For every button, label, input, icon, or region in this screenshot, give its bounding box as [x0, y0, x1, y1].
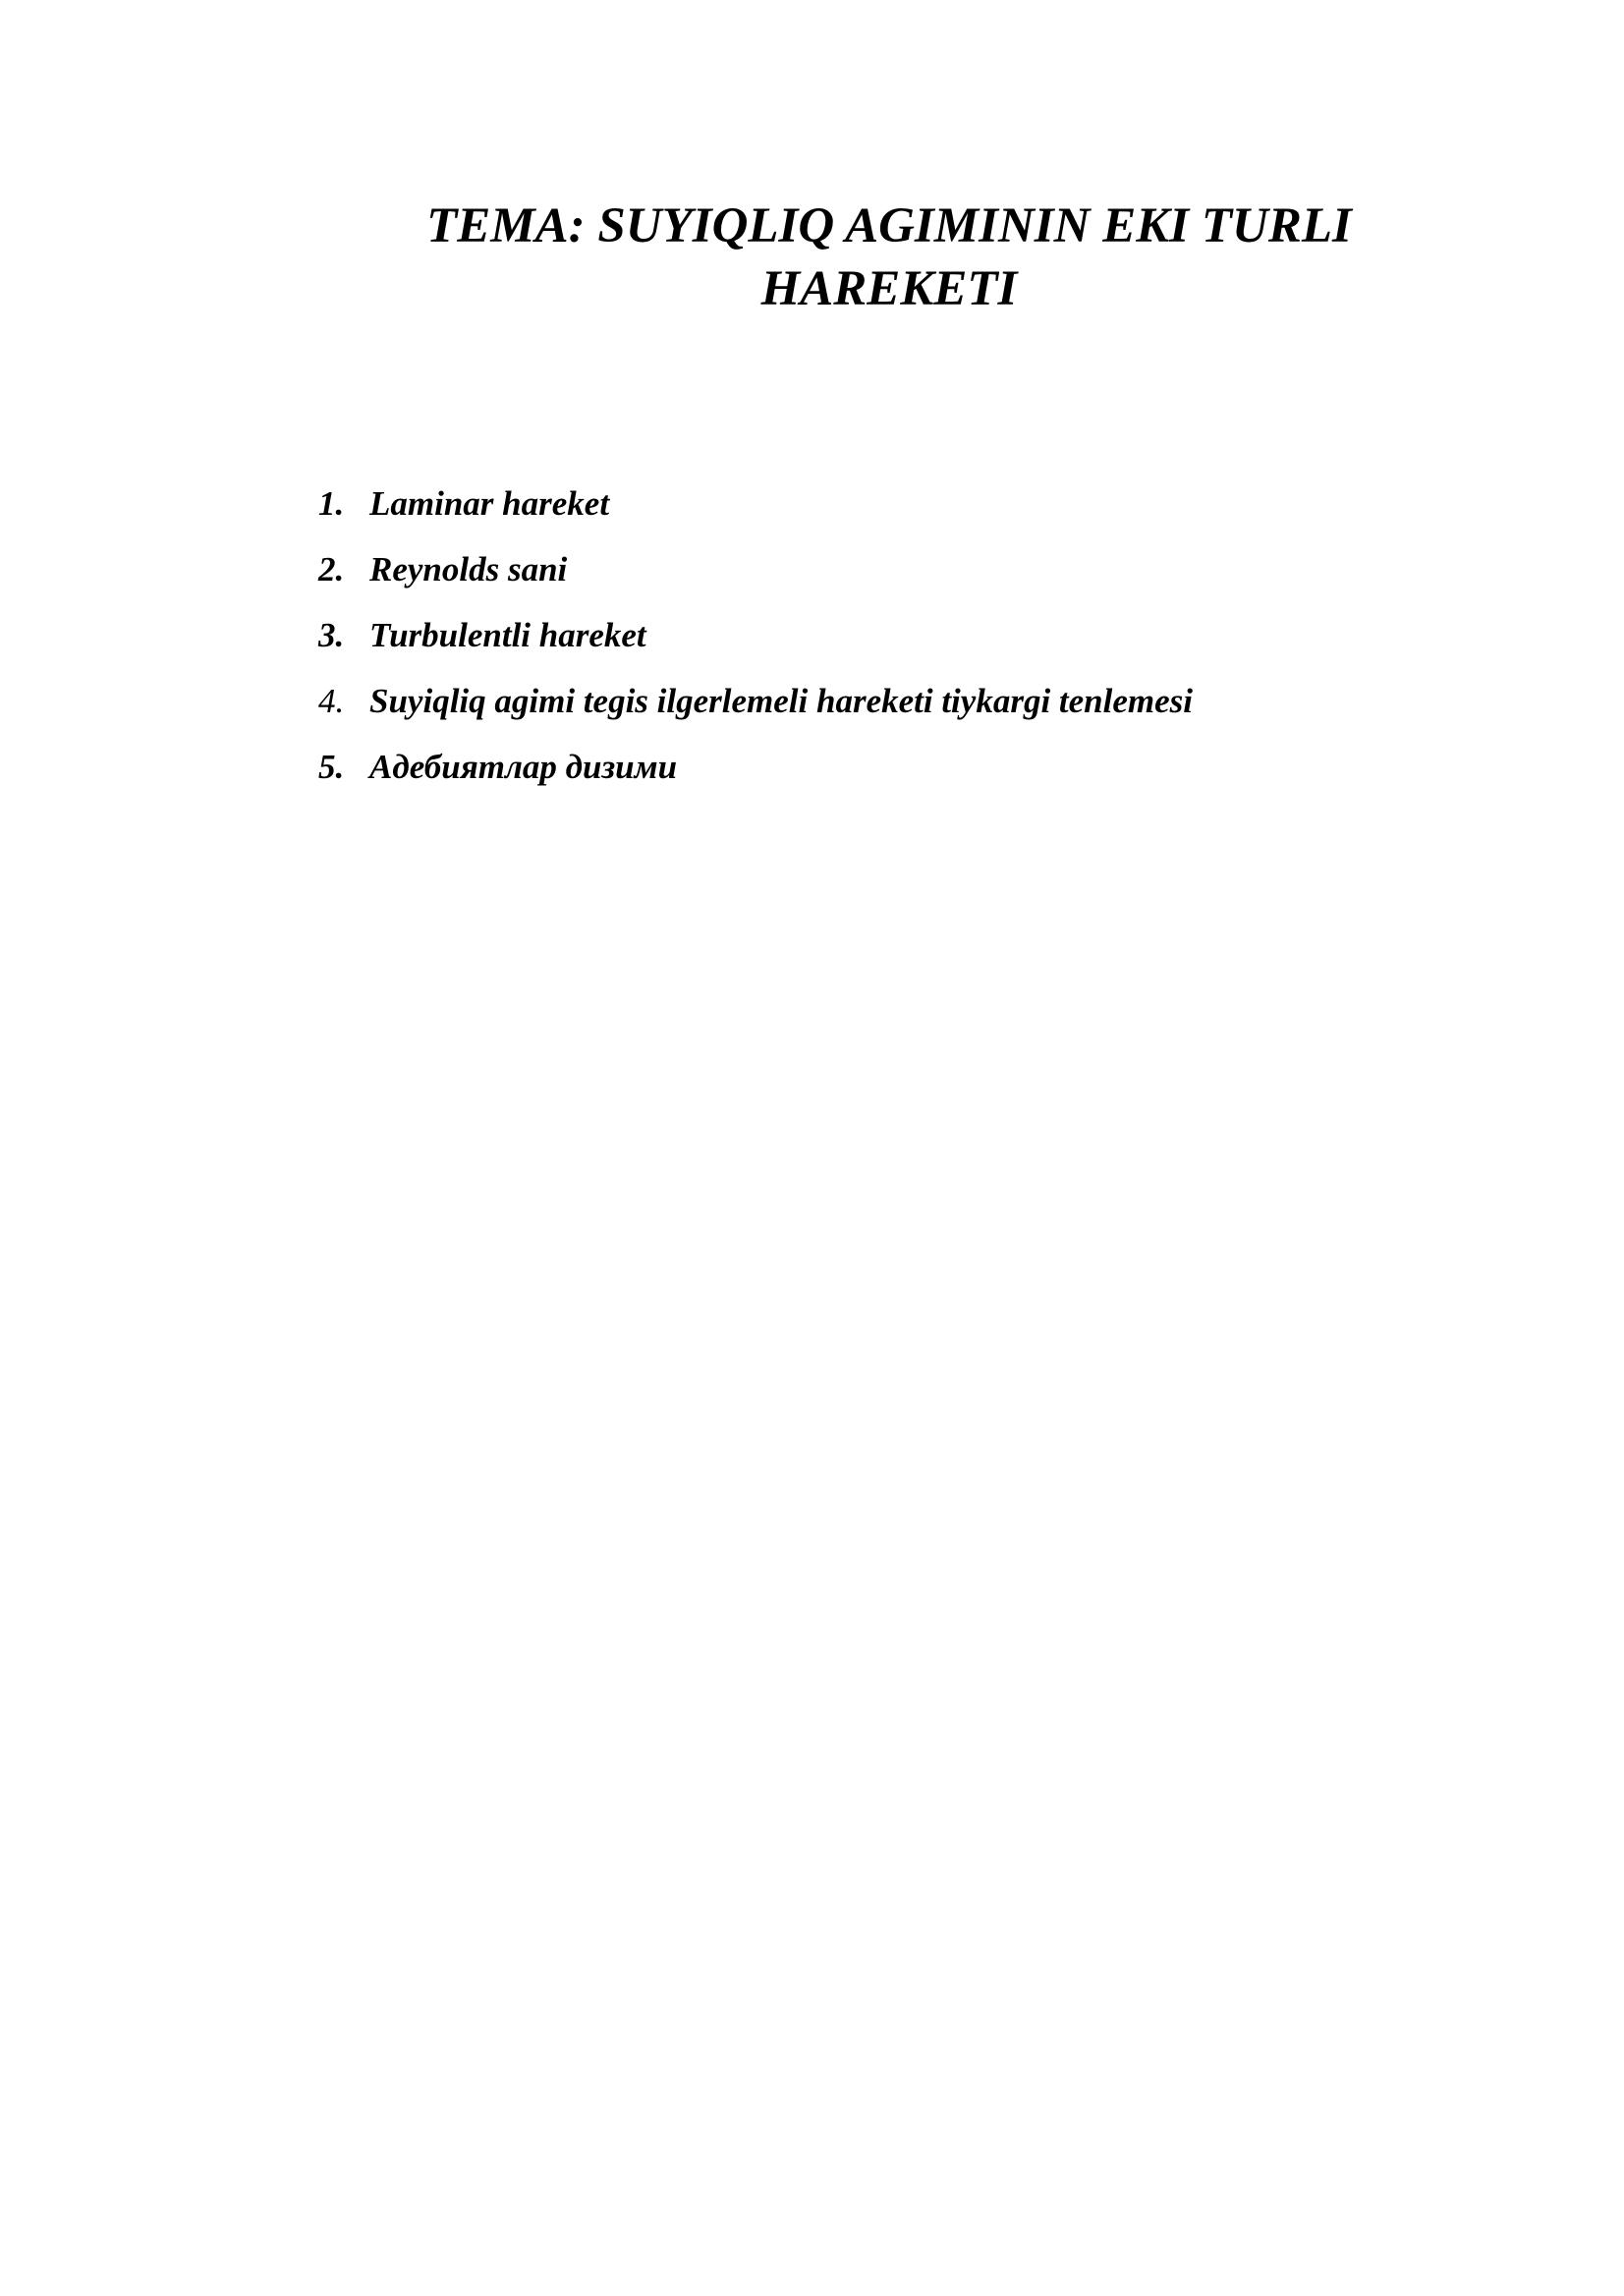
contents-item-5 [318, 748, 1193, 813]
contents-item-text: Suyiqliq agimi tegis ilgerlemeli hareketi tiykargi tenlemesi [369, 682, 1194, 720]
contents-item-4 [318, 682, 1193, 748]
contents-item-text: Turbulentli hareket [369, 616, 646, 654]
contents-list [318, 484, 1193, 813]
title-line-1: TEMA: SUYIQLIQ AGIMININ EKI TURLI [426, 198, 1352, 253]
contents-item-number: 2. [318, 550, 345, 588]
contents-item-text: Reynolds sani [369, 550, 568, 588]
contents-item-2 [318, 550, 1193, 616]
contents-item-3 [318, 616, 1193, 682]
contents-item-number: 1. [318, 484, 345, 523]
contents-item-1 [318, 484, 1193, 550]
title-line-2: HAREKETI [760, 261, 1018, 316]
contents-item-text: Адебиятлар дизими [369, 748, 678, 786]
contents-item-number: 5. [318, 748, 345, 786]
contents-item-number: 3. [318, 616, 345, 654]
contents-item-text: Laminar hareket [369, 484, 610, 523]
contents-item-number: 4. [318, 682, 345, 720]
document-title [383, 195, 1395, 320]
